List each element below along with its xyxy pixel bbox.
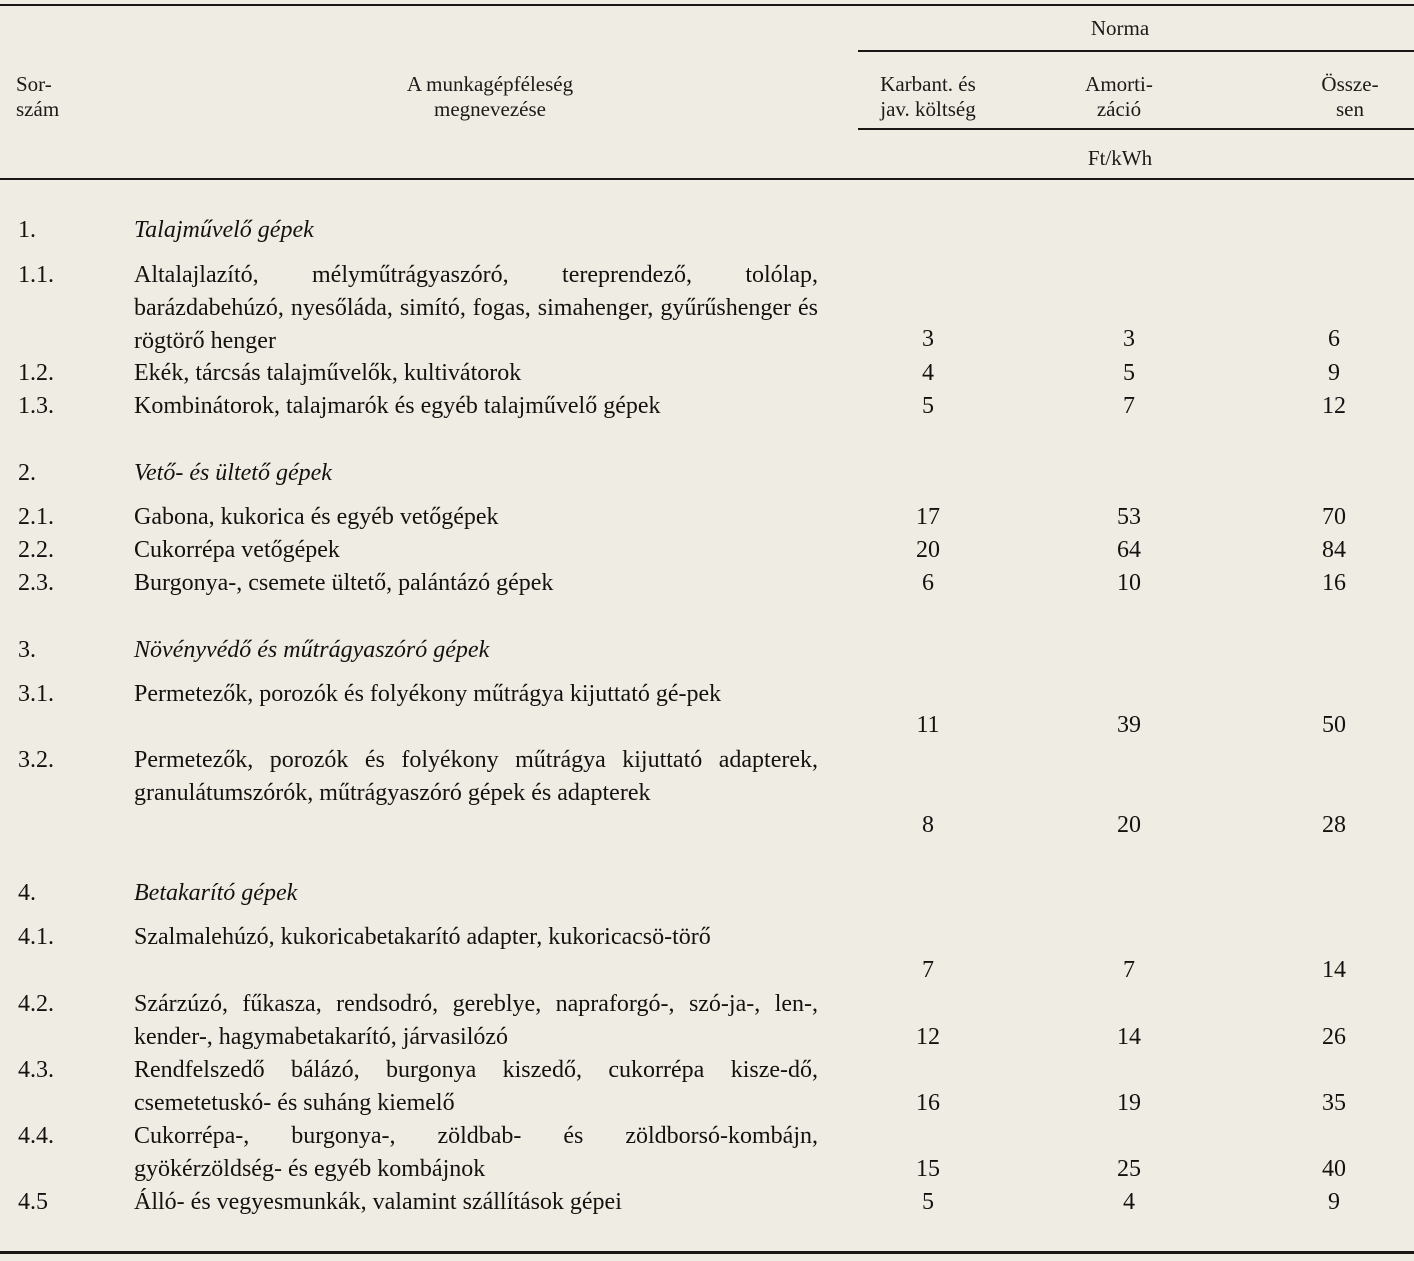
row-number: 3.2. [18, 747, 54, 773]
row-description: Szárzúzó, fűkasza, rendsodró, gereblye, napraforgó-, szó-ja-, len-, kender-, hagymabetakarító, járvasilózó [134, 991, 818, 1050]
ossz-value: 40 [1322, 1156, 1346, 1182]
norma-rule [858, 50, 1414, 52]
row-description: Rendfelszedő bálázó, burgonya kiszedő, cukorrépa kisze-dő, csemetetuskó- és suháng kiemelő [134, 1057, 818, 1116]
ossz-value: 35 [1322, 1090, 1346, 1116]
karbant-value: 7 [922, 957, 934, 983]
row-description: Burgonya-, csemete ültető, palántázó gépek [134, 570, 554, 596]
row-number: 3. [18, 637, 36, 663]
karbant-value: 16 [916, 1090, 940, 1116]
ossz-label: Össze- sen [1321, 72, 1379, 121]
amort-label: Amorti- záció [1085, 72, 1153, 121]
karbant-value: 20 [916, 537, 940, 563]
row-number: 2.1. [18, 504, 54, 530]
karbant-label: Karbant. és jav. költség [880, 72, 976, 121]
karbant-value: 6 [922, 570, 934, 596]
ossz-value: 26 [1322, 1024, 1346, 1050]
karbant-value: 5 [922, 393, 934, 419]
top-rule [0, 4, 1414, 6]
row-description: Gabona, kukorica és egyéb vetőgépek [134, 504, 499, 530]
row-description: Kombinátorok, talajmarók és egyéb talajművelő gépek [134, 393, 661, 419]
category-title: Talajművelő gépek [134, 217, 314, 243]
ossz-value: 70 [1322, 504, 1346, 530]
karbant-value: 12 [916, 1024, 940, 1050]
row-description: Permetezők, porozók és folyékony műtrágya kijuttató adapterek, granulátumszórók, műtrágyaszóró gépek és adapterek [134, 747, 818, 806]
row-number: 1.1. [18, 262, 54, 288]
amort-value: 64 [1117, 537, 1141, 563]
header-sorszam [16, 72, 96, 122]
amort-value: 20 [1117, 812, 1141, 838]
karbant-value: 3 [922, 326, 934, 352]
row-description: Szalmalehúzó, kukoricabetakarító adapter, kukoricacsö-törő [134, 924, 711, 950]
bottom-rule [0, 1251, 1414, 1254]
row-number: 2. [18, 460, 36, 486]
header-bottom-rule [0, 178, 1414, 180]
karbant-value: 15 [916, 1156, 940, 1182]
amort-value: 7 [1123, 393, 1135, 419]
ossz-value: 14 [1322, 957, 1346, 983]
row-number: 2.3. [18, 570, 54, 596]
karbant-value: 5 [922, 1189, 934, 1215]
unit-rule [858, 128, 1414, 130]
row-description: Permetezők, porozók és folyékony műtrágya kijuttató gé-pek [134, 681, 722, 707]
amort-value: 7 [1123, 957, 1135, 983]
megnevezes-label: A munkagépféleség megnevezése [406, 72, 574, 121]
karbant-value: 4 [922, 360, 934, 386]
row-number: 4.5 [18, 1189, 48, 1215]
header-amort [1064, 72, 1174, 122]
norma-label: Norma [1090, 16, 1150, 40]
amort-value: 14 [1117, 1024, 1141, 1050]
amort-value: 39 [1117, 712, 1141, 738]
ossz-value: 16 [1322, 570, 1346, 596]
unit-label: Ft/kWh [1087, 146, 1153, 170]
row-number: 3.1. [18, 681, 54, 707]
header-unit [1060, 146, 1180, 171]
row-number: 4. [18, 880, 36, 906]
karbant-value: 17 [916, 504, 940, 530]
row-description: Ekék, tárcsás talajművelők, kultivátorok [134, 360, 522, 386]
ossz-value: 84 [1322, 537, 1346, 563]
amort-value: 19 [1117, 1090, 1141, 1116]
amort-value: 53 [1117, 504, 1141, 530]
header-ossz [1300, 72, 1400, 122]
row-number: 1.2. [18, 360, 54, 386]
ossz-value: 9 [1328, 360, 1340, 386]
amort-value: 3 [1123, 326, 1135, 352]
row-number: 2.2. [18, 537, 54, 563]
header-megnevezes [340, 72, 640, 122]
amort-value: 10 [1117, 570, 1141, 596]
row-description: Cukorrépa-, burgonya-, zöldbab- és zöldborsó-kombájn, gyökérzöldség- és egyéb kombájnok [134, 1123, 818, 1182]
row-number: 4.3. [18, 1057, 54, 1083]
category-title: Betakarító gépek [134, 880, 298, 906]
ossz-value: 12 [1322, 393, 1346, 419]
karbant-value: 8 [922, 812, 934, 838]
karbant-value: 11 [916, 712, 940, 738]
category-title: Vető- és ültető gépek [134, 460, 332, 486]
sorszam-label: Sor- szám [16, 72, 60, 121]
header-norma [1060, 16, 1180, 41]
category-title: Növényvédő és műtrágyaszóró gépek [134, 637, 490, 663]
ossz-value: 50 [1322, 712, 1346, 738]
ossz-value: 9 [1328, 1189, 1340, 1215]
row-number: 4.2. [18, 991, 54, 1017]
row-number: 1.3. [18, 393, 54, 419]
row-description: Álló- és vegyesmunkák, valamint szállítások gépei [134, 1189, 622, 1215]
ossz-value: 28 [1322, 812, 1346, 838]
amort-value: 5 [1123, 360, 1135, 386]
header-karbant [848, 72, 1008, 122]
amort-value: 25 [1117, 1156, 1141, 1182]
row-description: Cukorrépa vetőgépek [134, 537, 340, 563]
row-number: 1. [18, 217, 36, 243]
row-description: Altalajlazító, mélyműtrágyaszóró, tereprendező, tolólap, barázdabehúzó, nyesőláda, simító, fogas, simahenger, gyűrűshenger és rögtörő henger [134, 262, 818, 354]
row-number: 4.1. [18, 924, 54, 950]
row-number: 4.4. [18, 1123, 54, 1149]
ossz-value: 6 [1328, 326, 1340, 352]
amort-value: 4 [1123, 1189, 1135, 1215]
